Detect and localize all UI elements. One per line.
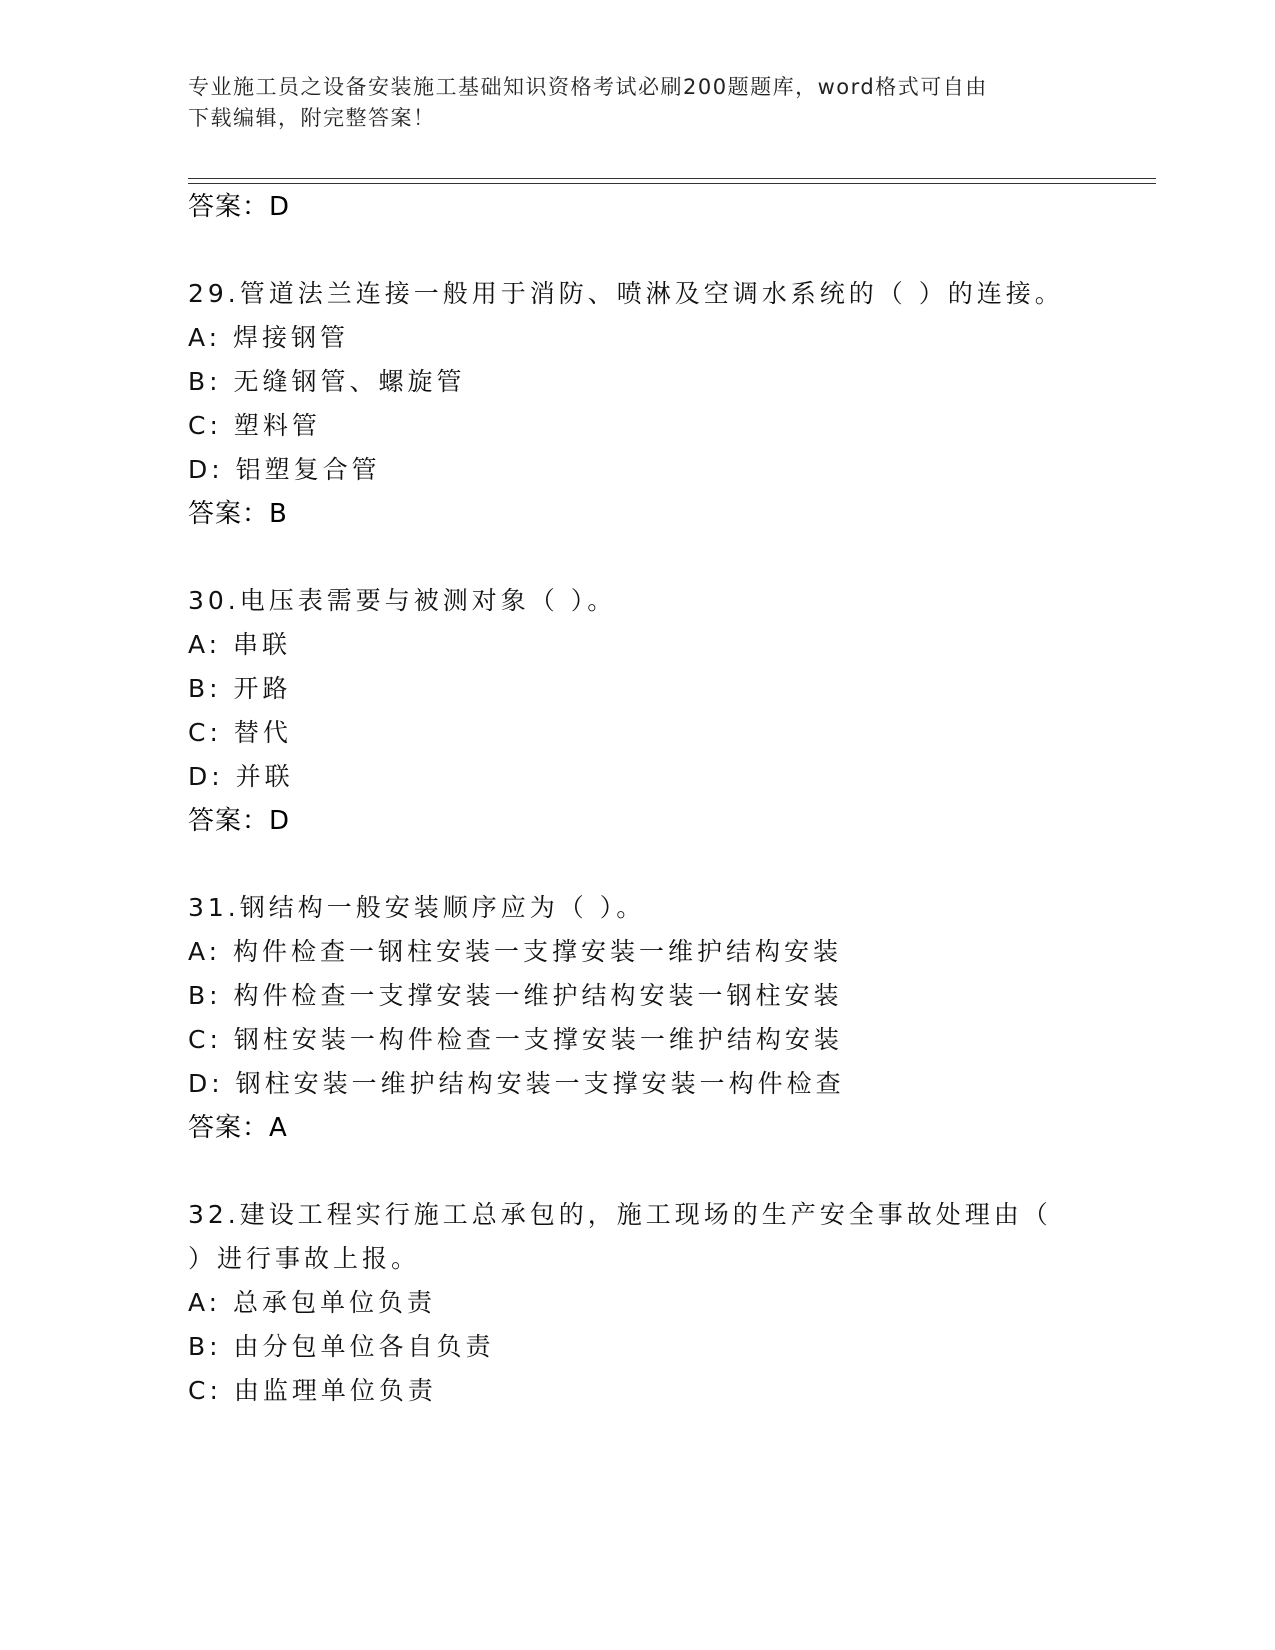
question-32-option-a: A: 总承包单位负责: [188, 1288, 437, 1317]
question-30-option-b: B: 开路: [188, 674, 292, 703]
question-30-answer: 答案：D: [188, 806, 291, 836]
header-line-2: 下载编辑，附完整答案！: [188, 106, 436, 130]
question-30-option-d: D: 并联: [188, 762, 294, 791]
question-29-option-b: B: 无缝钢管、螺旋管: [188, 367, 466, 396]
question-32-stem-line-1: 32.建设工程实行施工总承包的，施工现场的生产安全事故处理由（: [188, 1200, 1052, 1229]
question-31-answer: 答案：A: [188, 1113, 288, 1143]
question-29-stem: 29.管道法兰连接一般用于消防、喷淋及空调水系统的（ ）的连接。: [188, 279, 1064, 308]
question-32-option-c: C: 由监理单位负责: [188, 1376, 437, 1405]
question-29-option-a: A: 焊接钢管: [188, 323, 350, 352]
question-31-option-a: A: 构件检查一钢柱安装一支撑安装一维护结构安装: [188, 937, 843, 966]
question-29-answer: 答案：B: [188, 499, 288, 529]
question-31-option-b: B: 构件检查一支撑安装一维护结构安装一钢柱安装: [188, 981, 843, 1010]
question-31-stem: 31.钢结构一般安装顺序应为（ ）。: [188, 893, 646, 922]
question-30-option-a: A: 串联: [188, 630, 292, 659]
question-30-option-c: C: 替代: [188, 718, 292, 747]
question-32-option-b: B: 由分包单位各自负责: [188, 1332, 495, 1361]
page-header: [188, 72, 1088, 134]
question-29-option-c: C: 塑料管: [188, 411, 321, 440]
header-divider-bottom: [188, 183, 1156, 184]
previous-answer: 答案：D: [188, 192, 291, 222]
header-line-1: 专业施工员之设备安装施工基础知识资格考试必刷200题题库，word格式可自由: [188, 75, 988, 99]
question-30-stem: 30.电压表需要与被测对象（ ）。: [188, 586, 617, 615]
header-divider-top: [188, 178, 1156, 179]
question-31-option-d: D: 钢柱安装一维护结构安装一支撑安装一构件检查: [188, 1069, 845, 1098]
question-31-option-c: C: 钢柱安装一构件检查一支撑安装一维护结构安装: [188, 1025, 843, 1054]
question-29-option-d: D: 铝塑复合管: [188, 455, 381, 484]
question-32-stem-line-2: ）进行事故上报。: [188, 1244, 421, 1273]
